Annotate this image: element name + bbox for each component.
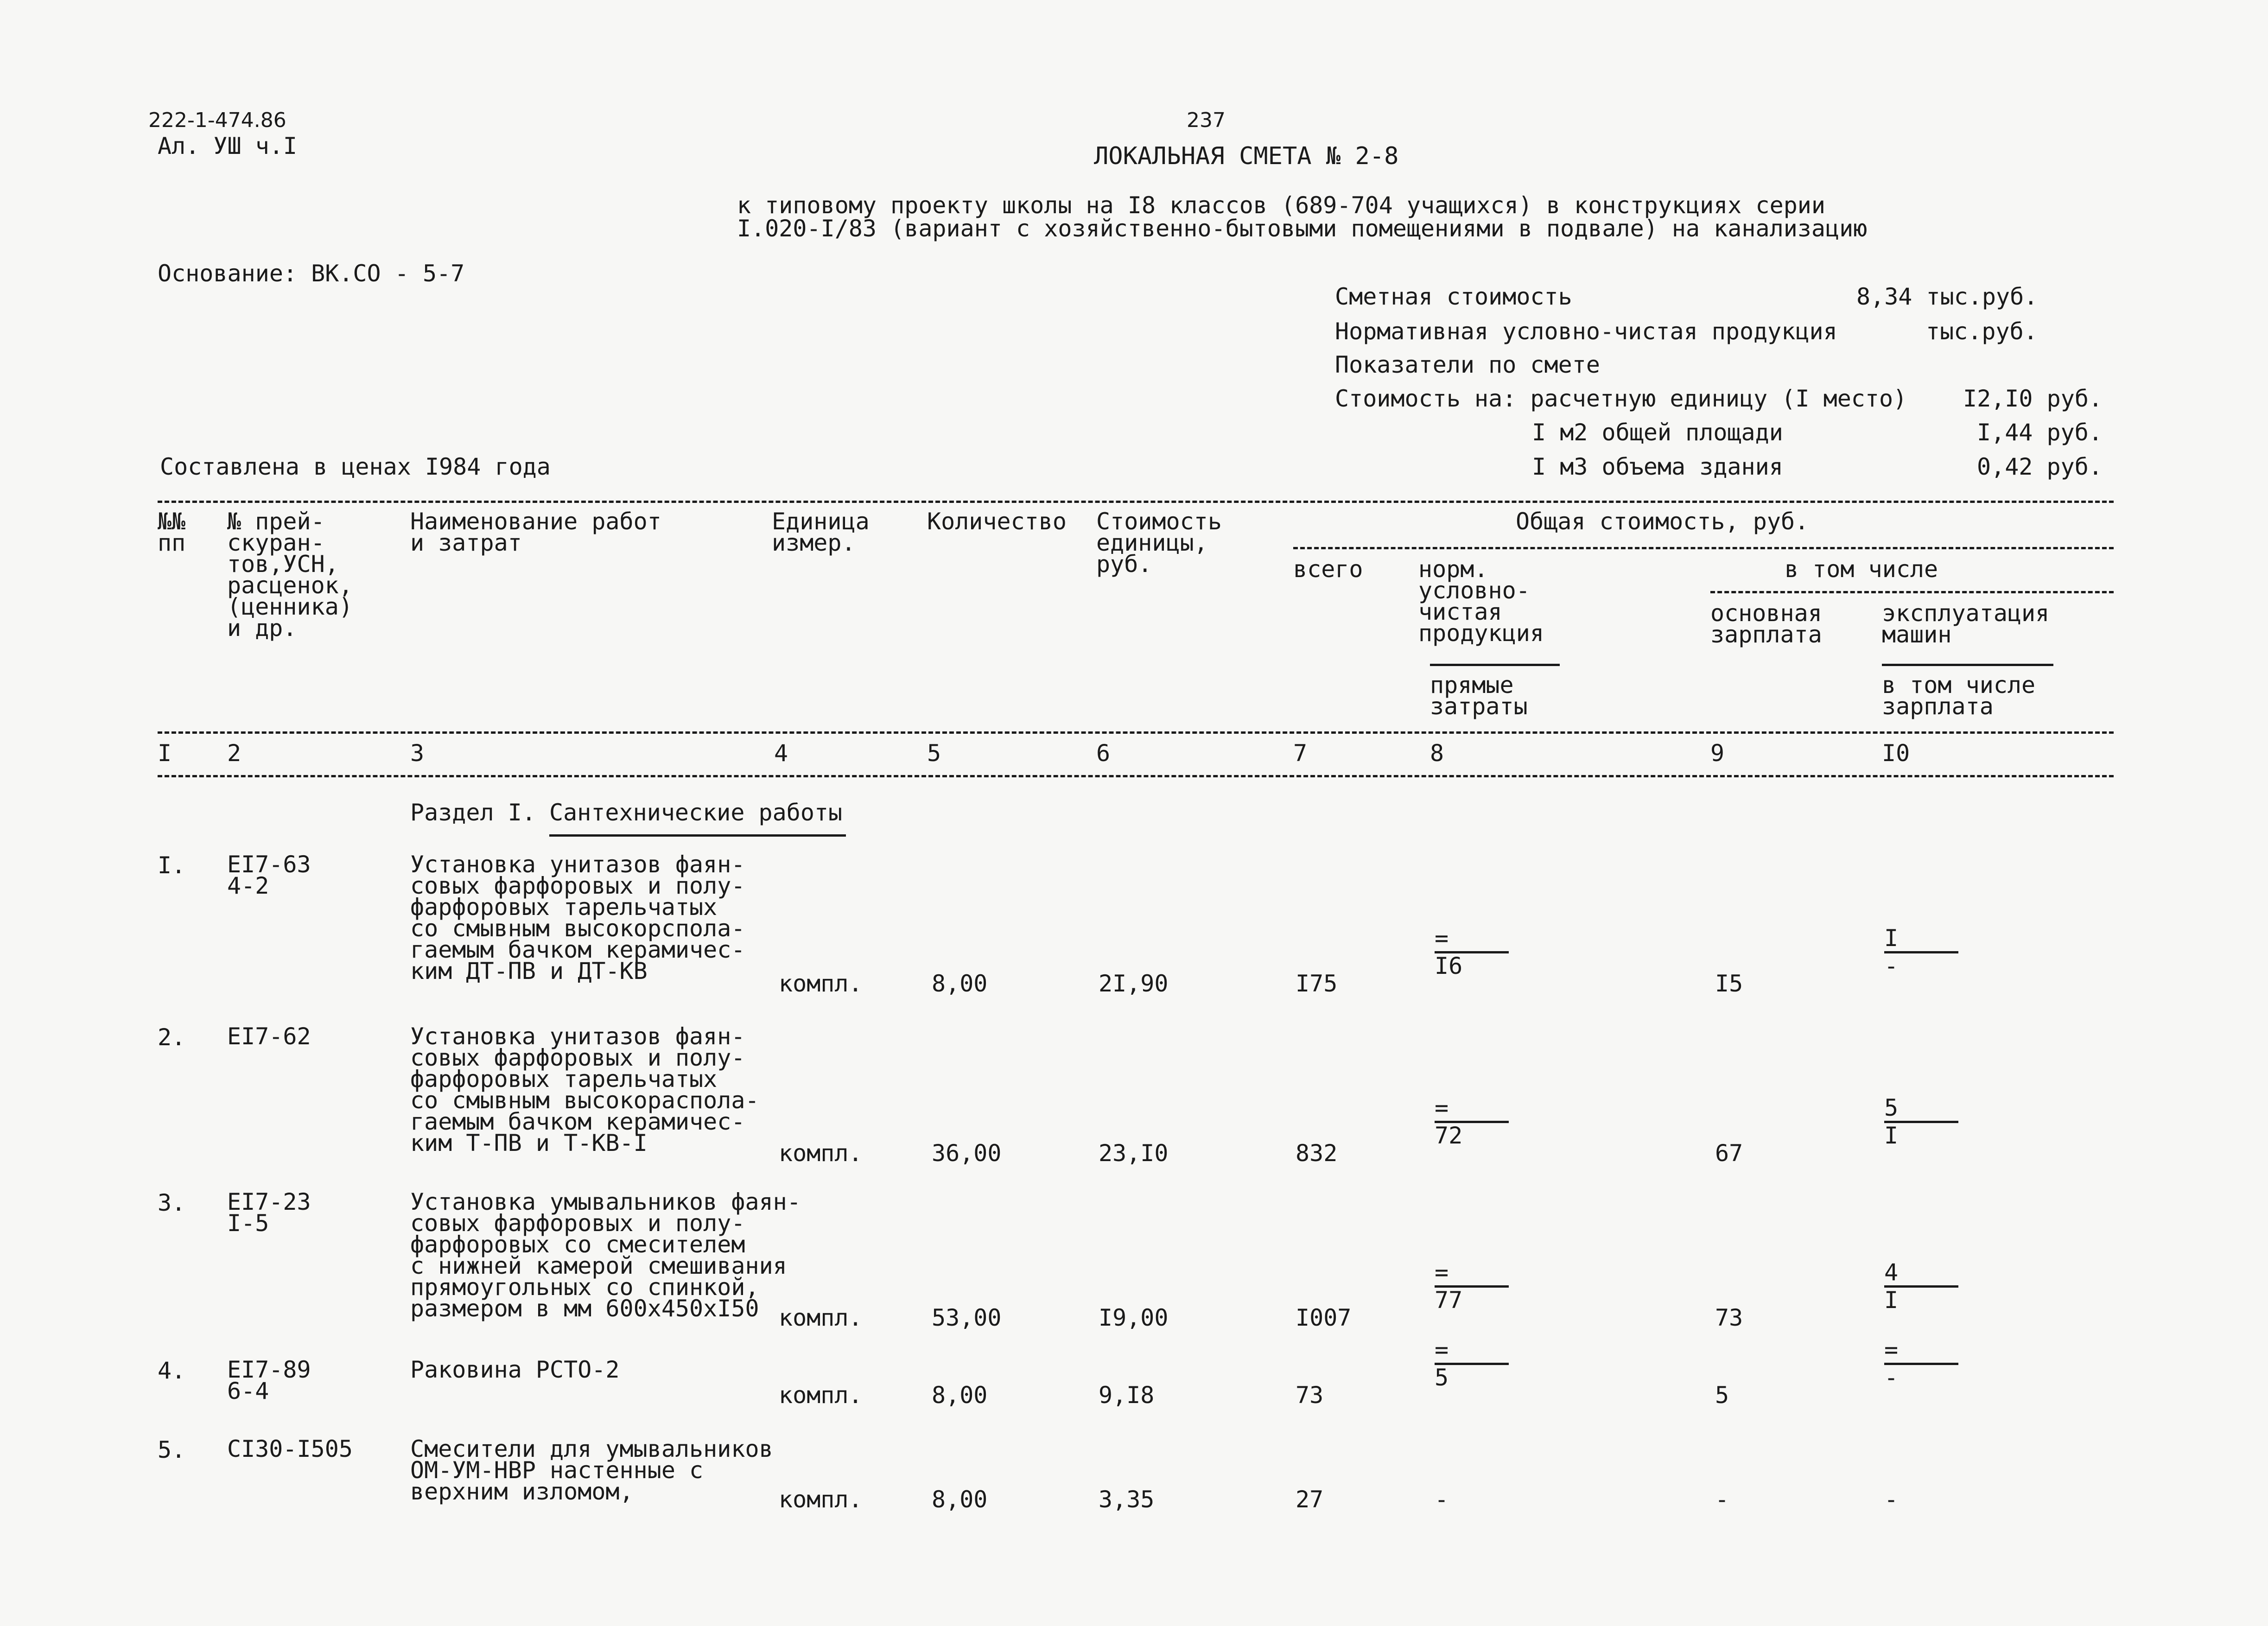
col-number-4: 4 — [774, 740, 788, 767]
row-1-code: EI7-63 4-2 — [227, 851, 311, 899]
row-1-normative — [1435, 927, 1509, 978]
col-header-total: всего — [1293, 556, 1363, 583]
row-4-name: Раковина РСТО-2 — [410, 1356, 620, 1383]
row-1-name: Установка унитазов фаян- совых фарфоровых и полу- фарфоровых тарельчатых со смывным высокорспола- гаемым бачком керамичес- ким ДТ-ПВ и ДТ-КВ — [410, 851, 745, 984]
row-1-number: I. — [158, 852, 186, 879]
section-prefix: Раздел I. — [410, 799, 536, 826]
col-number-1: I — [158, 740, 172, 767]
row-3-machines — [1884, 1261, 1958, 1312]
col-header-direct-costs: прямые затраты — [1430, 672, 1528, 720]
row-2-direct-costs: 72 — [1435, 1122, 1463, 1149]
col-header-unit-cost: Стоимость единицы, руб. — [1096, 508, 1222, 578]
row-3-normative-top: = — [1435, 1259, 1449, 1286]
row-2-normative — [1435, 1094, 1509, 1149]
row-1-total: I75 — [1296, 970, 1338, 997]
row-3-wages: 73 — [1715, 1304, 1743, 1331]
col-header-normative: норм. условно- чистая продукция — [1418, 556, 1544, 647]
machines-divider — [1882, 664, 2053, 666]
indicators-label: Показатели по смете — [1335, 351, 1600, 378]
row-4-code: EI7-89 6-4 — [227, 1356, 311, 1404]
cost-per-m2-label: I м2 общей площади — [1532, 419, 1783, 446]
row-4-quantity: 8,00 — [932, 1382, 988, 1409]
section-title-underline — [549, 834, 846, 837]
col-number-10: I0 — [1882, 740, 1910, 767]
normative-label: Нормативная условно-чистая продукция — [1335, 318, 1837, 345]
row-5-machines: - — [1884, 1486, 1899, 1513]
row-5-quantity: 8,00 — [932, 1486, 988, 1513]
row-3-total: I007 — [1296, 1304, 1352, 1331]
row-3-normative — [1435, 1261, 1509, 1312]
col-number-6: 6 — [1096, 740, 1111, 767]
row-2-unit-price: 23,I0 — [1099, 1140, 1169, 1167]
row-3-machines-top: 4 — [1884, 1259, 1899, 1286]
row-3-unit: компл. — [779, 1304, 863, 1331]
row-1-normative-top: = — [1435, 925, 1449, 952]
row-1-machine-wages: - — [1884, 953, 1899, 979]
row-2-code: EI7-62 — [227, 1023, 311, 1050]
row-4-total: 73 — [1296, 1382, 1324, 1409]
row-1-unit: компл. — [779, 970, 863, 997]
page-number: 237 — [1187, 108, 1226, 132]
row-4-normative-top: = — [1435, 1336, 1449, 1363]
col-number-5: 5 — [927, 740, 941, 767]
row-2-quantity: 36,00 — [932, 1140, 1002, 1167]
row-5-number: 5. — [158, 1436, 186, 1463]
col-number-8: 8 — [1430, 740, 1444, 767]
row-2-name: Установка унитазов фаян- совых фарфоровых и полу- фарфоровых тарельчатых со смывным высокорaспола- гаемым бачком керамичес- ким Т-ПВ и Т-КВ-I — [410, 1023, 759, 1156]
row-1-unit-price: 2I,90 — [1099, 970, 1169, 997]
row-1-quantity: 8,00 — [932, 970, 988, 997]
row-2-machines — [1884, 1094, 1958, 1149]
col-header-including: в том числе — [1785, 556, 1938, 583]
cost-per-place-label: Стоимость на: расчетную единицу (I место) — [1335, 385, 1907, 412]
normative-divider — [1430, 664, 1560, 666]
col-header-machine-wages: в том числе зарплата — [1882, 672, 2036, 720]
estimated-cost-label: Сметная стоимость — [1335, 283, 1572, 310]
cost-per-place-value: I2,I0 руб. — [1963, 385, 2103, 412]
row-2-total: 832 — [1296, 1140, 1338, 1167]
col-header-price-list: № прей- скуран- тов,УСН, расценок, (ценника) и др. — [227, 508, 353, 642]
document-code: 222-1-474.86 — [148, 108, 286, 132]
col-header-number: №№ пп — [158, 508, 186, 556]
row-5-name: Смесители для умывальников ОМ-УМ-НВР настенные с верхним изломом, — [410, 1435, 773, 1505]
normative-value: тыс.руб. — [1926, 318, 2038, 345]
row-1-wages: I5 — [1715, 970, 1743, 997]
column-numbers-rule — [158, 775, 2114, 777]
cost-per-m2-value: I,44 руб. — [1977, 419, 2103, 446]
row-5-wages: - — [1715, 1486, 1729, 1513]
col-number-2: 2 — [227, 740, 241, 767]
row-5-unit-price: 3,35 — [1099, 1486, 1155, 1513]
row-4-normative — [1435, 1336, 1509, 1391]
row-4-unit: компл. — [779, 1382, 863, 1409]
col-header-quantity: Количество — [927, 508, 1067, 535]
row-2-machine-wages: I — [1884, 1122, 1899, 1149]
row-3-code: EI7-23 I-5 — [227, 1188, 311, 1237]
row-4-direct-costs: 5 — [1435, 1364, 1449, 1391]
row-3-direct-costs: 77 — [1435, 1287, 1463, 1314]
col-header-machines: эксплуатация машин — [1882, 600, 2050, 648]
col-number-3: 3 — [410, 740, 425, 767]
row-2-wages: 67 — [1715, 1140, 1743, 1167]
row-1-machines — [1884, 927, 1958, 978]
row-1-direct-costs: I6 — [1435, 953, 1463, 979]
section-title: Сантехнические работы — [549, 799, 843, 826]
row-3-machine-wages: I — [1884, 1287, 1899, 1314]
col-header-wages: основная зарплата — [1710, 600, 1822, 648]
row-4-machines-top: = — [1884, 1336, 1899, 1363]
header-bottom-rule — [158, 731, 2114, 734]
row-3-name: Установка умывальников фаян- совых фарфоровых и полу- фарфоровых со смесителем с нижней камерой смешивания прямоугольных со спинкой, размером в мм 600х450хI50 — [410, 1188, 801, 1322]
row-2-normative-top: = — [1435, 1094, 1449, 1121]
header-top-rule — [158, 501, 2114, 503]
col-number-7: 7 — [1293, 740, 1308, 767]
row-4-machines — [1884, 1336, 1958, 1391]
row-5-normative: - — [1435, 1486, 1449, 1513]
row-4-machine-wages: - — [1884, 1364, 1899, 1391]
price-base-year: Составлена в ценах I984 года — [160, 453, 551, 480]
col-header-total-group: Общая стоимость, руб. — [1516, 508, 1809, 535]
row-3-quantity: 53,00 — [932, 1304, 1002, 1331]
col-number-9: 9 — [1710, 740, 1725, 767]
subtitle-line-2: I.020-I/83 (вариант с хозяйственно-бытовыми помещениями в подвале) на канализацию — [737, 215, 1868, 242]
col-header-work-name: Наименование работ и затрат — [410, 508, 661, 556]
row-1-machines-top: I — [1884, 925, 1899, 952]
col-header-unit: Единица измер. — [772, 508, 870, 556]
basis: Основание: ВК.СО - 5-7 — [158, 260, 465, 287]
album-reference: Ал. УШ ч.I — [158, 133, 298, 159]
row-3-unit-price: I9,00 — [1099, 1304, 1169, 1331]
row-2-number: 2. — [158, 1024, 186, 1051]
row-2-machines-top: 5 — [1884, 1094, 1899, 1121]
row-2-unit: компл. — [779, 1140, 863, 1167]
row-4-number: 4. — [158, 1357, 186, 1384]
row-5-total: 27 — [1296, 1486, 1324, 1513]
total-group-rule — [1293, 547, 2114, 549]
document-title: ЛОКАЛЬНАЯ СМЕТА № 2-8 — [1094, 142, 1399, 170]
row-3-number: 3. — [158, 1189, 186, 1216]
including-rule — [1710, 591, 2114, 593]
row-4-wages: 5 — [1715, 1382, 1729, 1409]
subtitle-line-1: к типовому проекту школы на I8 классов (689-704 учащихся) в конструкциях серии — [737, 192, 1825, 219]
row-5-unit: компл. — [779, 1486, 863, 1513]
estimated-cost-value: 8,34 тыс.руб. — [1856, 283, 2038, 310]
row-5-code: CI30-I505 — [227, 1435, 353, 1462]
cost-per-m3-value: 0,42 руб. — [1977, 453, 2103, 480]
row-4-unit-price: 9,I8 — [1099, 1382, 1155, 1409]
cost-per-m3-label: I м3 объема здания — [1532, 453, 1783, 480]
